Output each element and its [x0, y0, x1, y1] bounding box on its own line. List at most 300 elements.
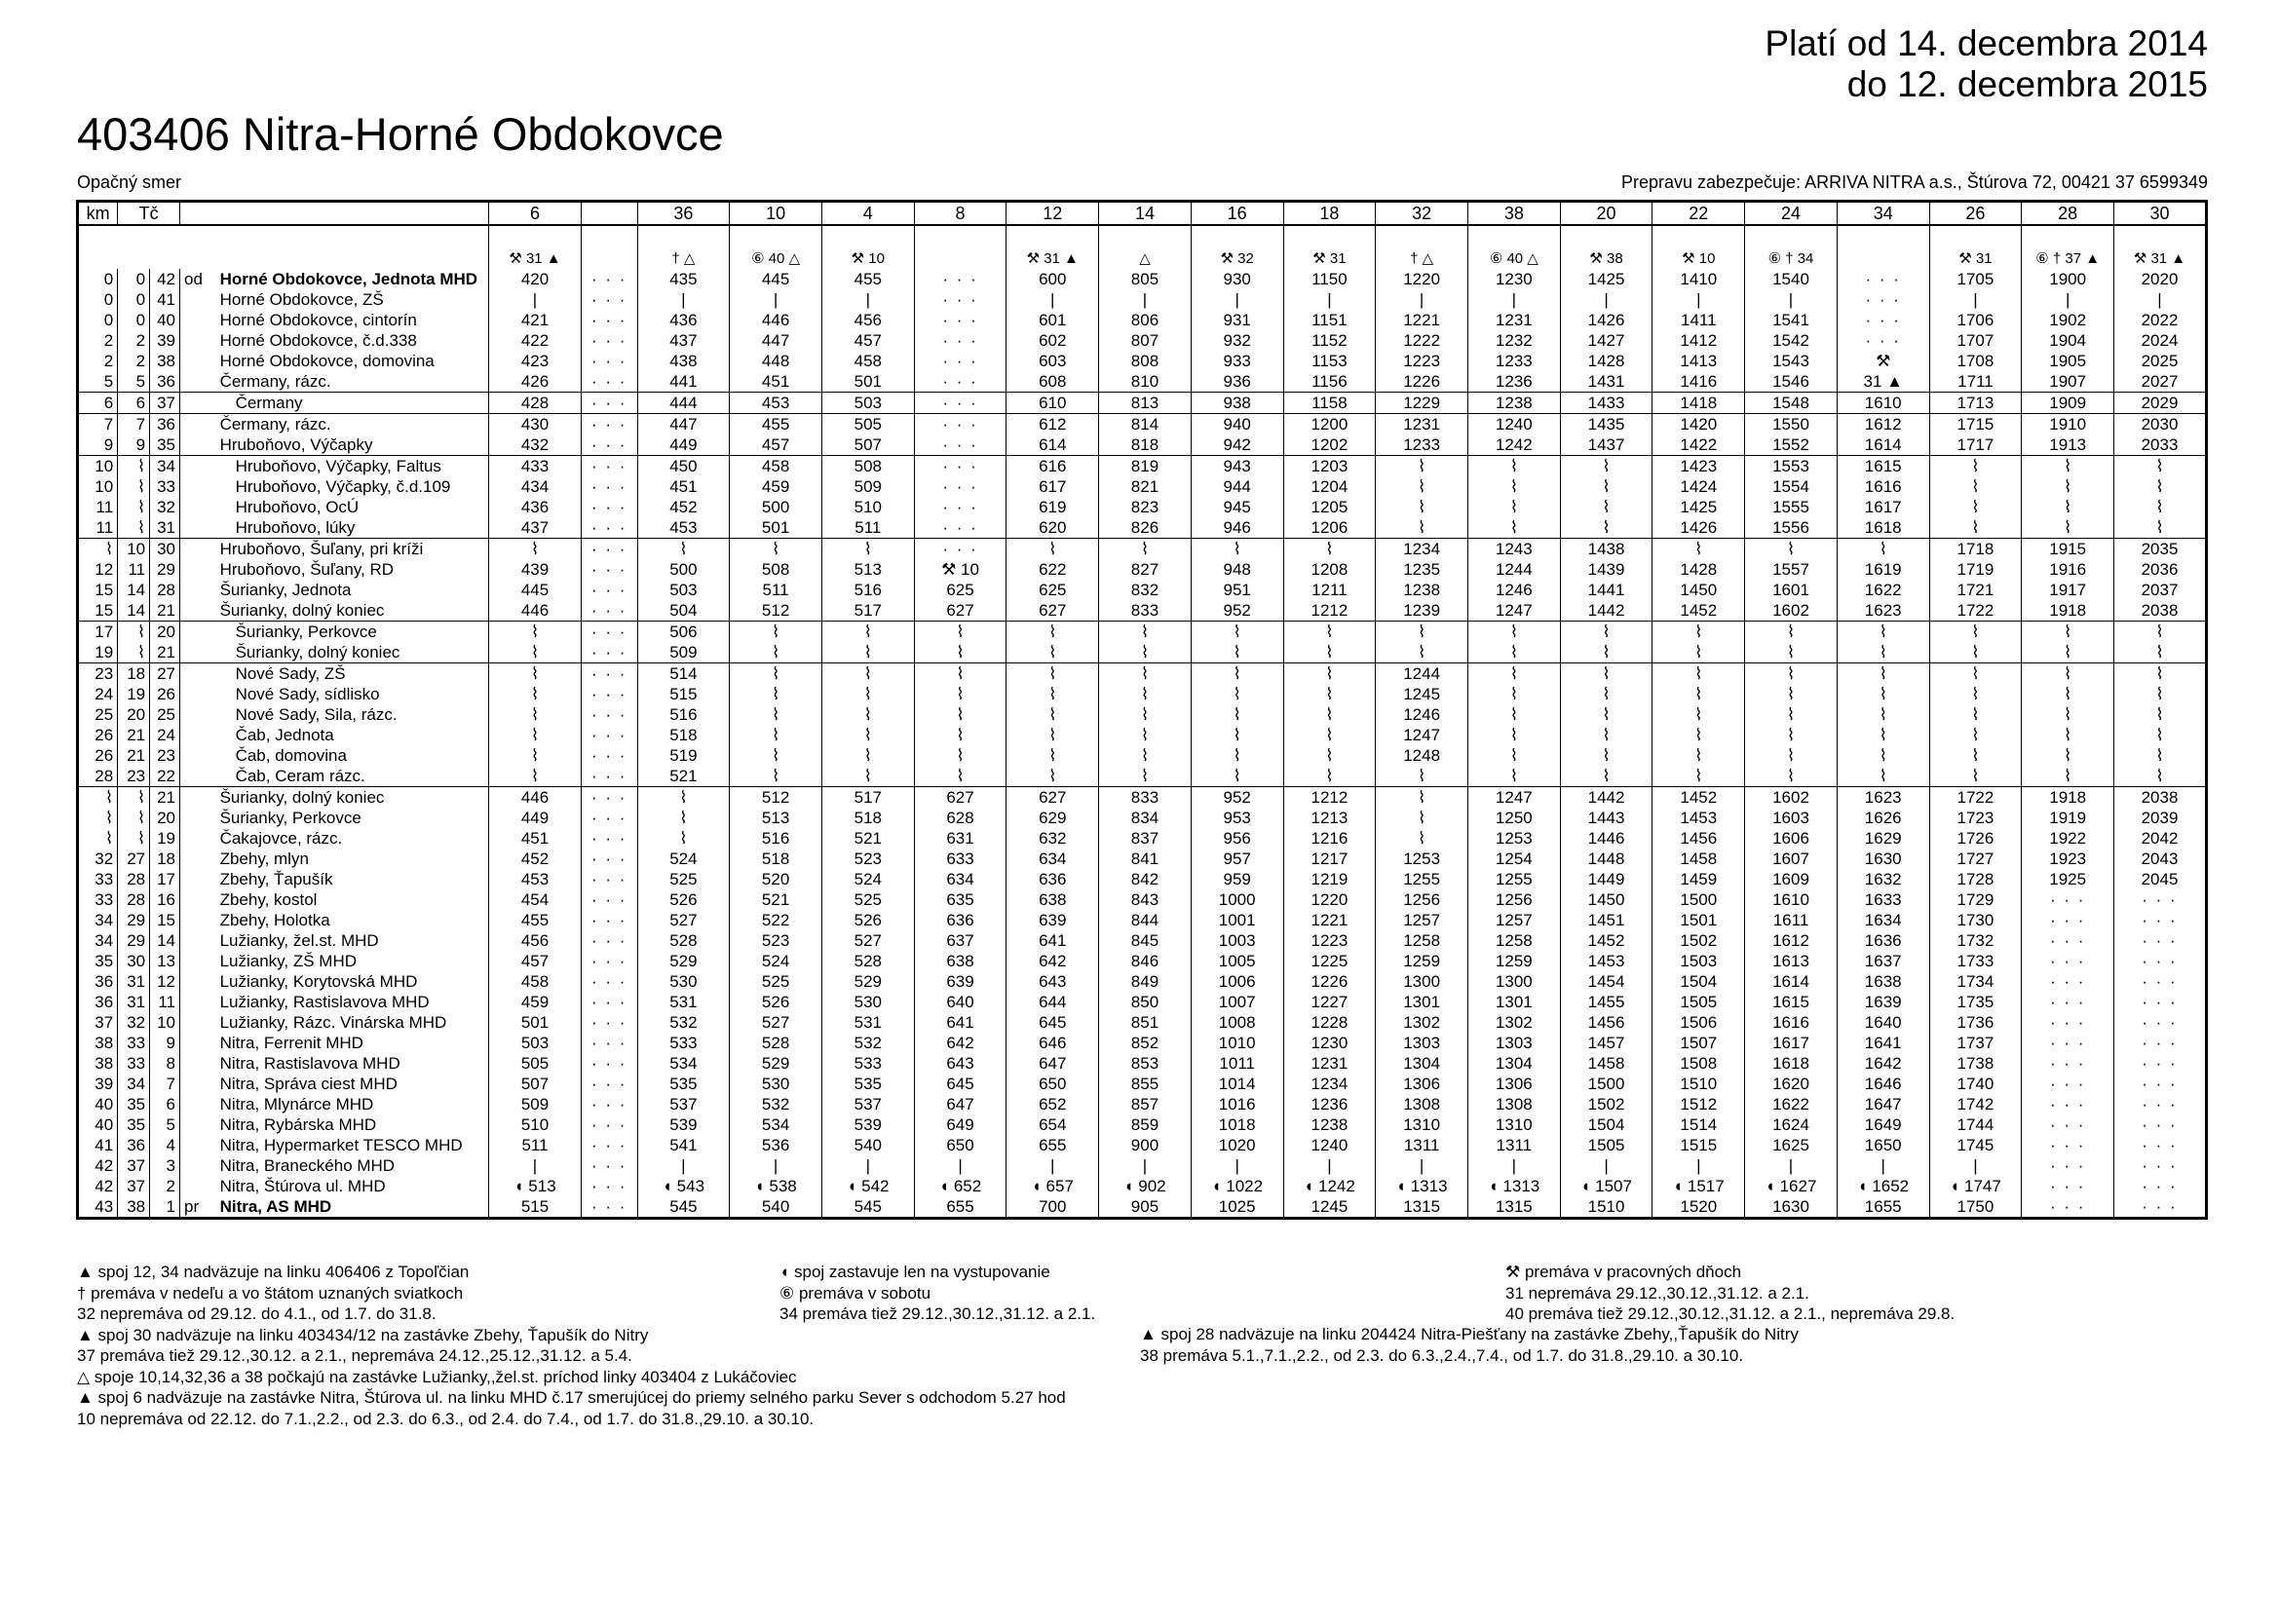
time-cell: 530 — [821, 992, 914, 1012]
time-cell: 511 — [489, 1135, 582, 1155]
time-cell: · · · — [581, 828, 637, 849]
time-cell: 515 — [489, 1196, 582, 1219]
time-cell: 528 — [821, 951, 914, 971]
od-pr-cell: od — [180, 269, 216, 289]
time-cell: ⌇ — [1929, 766, 2022, 787]
time-cell: 1247 — [1467, 600, 1560, 622]
time-cell: 818 — [1099, 434, 1192, 456]
legend-item: 37 premáva tiež 29.12.,30.12. a 2.1., nepremáva 24.12.,25.12.,31.12. a 5.4. — [77, 1346, 632, 1365]
time-cell: 1738 — [1929, 1053, 2022, 1074]
time-cell: 444 — [637, 393, 730, 414]
time-cell: 457 — [730, 434, 822, 456]
tc-cell: ⌇ — [118, 622, 150, 643]
table-row — [78, 1176, 2207, 1196]
time-cell: · · · — [2022, 1033, 2114, 1053]
time-cell: 636 — [914, 910, 1007, 930]
symbol-row-spacer — [78, 225, 489, 269]
legend-item: 34 premáva tiež 29.12.,30.12.,31.12. a 2.1. — [779, 1304, 1096, 1323]
tc-cell: 30 — [118, 951, 150, 971]
stop-index-cell: 27 — [150, 663, 180, 685]
time-cell: 1156 — [1283, 371, 1376, 393]
time-cell: 900 — [1099, 1135, 1192, 1155]
time-cell: 632 — [1007, 828, 1099, 849]
time-cell: 1504 — [1652, 971, 1745, 992]
time-cell: 1556 — [1745, 517, 1838, 539]
station-name: Hruboňovo, lúky — [235, 517, 356, 537]
time-cell: 447 — [637, 414, 730, 435]
time-cell: 448 — [730, 351, 822, 371]
time-cell: · · · — [914, 434, 1007, 456]
legend-item: 10 nepremáva od 22.12. do 7.1.,2.2., od 2.3. do 6.3., od 2.4. do 7.4., od 1.7. do 31.8.,29.10. a 30.10. — [77, 1409, 815, 1428]
station-name: Šurianky, Perkovce — [219, 808, 361, 827]
time-cell: 530 — [637, 971, 730, 992]
time-cell: 1308 — [1467, 1094, 1560, 1114]
time-cell: 1708 — [1929, 351, 2022, 371]
time-cell: 453 — [637, 517, 730, 539]
time-cell: ⌇ — [1007, 766, 1099, 787]
time-cell: 1229 — [1376, 393, 1468, 414]
time-cell: 500 — [730, 497, 822, 517]
tc-cell: 7 — [118, 414, 150, 435]
time-cell: ⌇ — [1560, 456, 1652, 477]
time-cell: · · · — [581, 930, 637, 951]
tc-cell: 29 — [118, 910, 150, 930]
time-cell: | — [489, 1155, 582, 1176]
legend-col-3 — [1505, 1262, 1955, 1325]
time-cell: · · · — [581, 1114, 637, 1135]
od-pr-cell — [180, 663, 216, 685]
od-pr-cell — [180, 539, 216, 560]
time-cell: 1453 — [1560, 951, 1652, 971]
time-cell: ⌇ — [1099, 745, 1192, 766]
time-cell: ⌇ — [2114, 745, 2207, 766]
time-cell: ⌇ — [489, 766, 582, 787]
stop-index-cell: 28 — [150, 580, 180, 600]
time-cell: 512 — [730, 787, 822, 809]
time-cell: · · · — [581, 371, 637, 393]
time-cell: 827 — [1099, 559, 1192, 580]
time-cell: 833 — [1099, 787, 1192, 809]
time-cell: ⌇ — [637, 787, 730, 809]
time-cell: · · · — [2022, 1094, 2114, 1114]
time-cell: 1226 — [1283, 971, 1376, 992]
station-name: Lužianky, žel.st. MHD — [219, 930, 379, 950]
od-pr-cell — [180, 351, 216, 371]
time-cell: 1634 — [1837, 910, 1929, 930]
table-row — [78, 971, 2207, 992]
time-cell: · · · — [2114, 889, 2207, 910]
time-cell: · · · — [2022, 889, 2114, 910]
km-cell: 10 — [78, 476, 118, 497]
time-cell: · · · — [581, 434, 637, 456]
time-cell: 1711 — [1929, 371, 2022, 393]
time-cell: 1428 — [1560, 351, 1652, 371]
time-cell: 430 — [489, 414, 582, 435]
time-cell: 642 — [914, 1033, 1007, 1053]
time-cell: 612 — [1007, 414, 1099, 435]
tc-cell: 2 — [118, 351, 150, 371]
legend-item: ⚒ premáva v pracovných dňoch — [1505, 1263, 1742, 1281]
km-cell: 2 — [78, 330, 118, 351]
time-cell: 441 — [637, 371, 730, 393]
time-cell: 1451 — [1560, 910, 1652, 930]
time-cell: 1437 — [1560, 434, 1652, 456]
time-cell: 1639 — [1837, 992, 1929, 1012]
time-cell: 1649 — [1837, 1114, 1929, 1135]
time-cell: 521 — [821, 828, 914, 849]
time-cell: 503 — [489, 1033, 582, 1053]
time-cell: | — [730, 1155, 822, 1176]
time-cell: 1016 — [1191, 1094, 1283, 1114]
station-name: Nitra, Rastislavova MHD — [219, 1053, 400, 1073]
time-cell: 1253 — [1467, 828, 1560, 849]
time-cell: 456 — [489, 930, 582, 951]
time-cell: 1922 — [2022, 828, 2114, 849]
time-cell: 1502 — [1652, 930, 1745, 951]
km-cell: ⌇ — [78, 828, 118, 849]
time-cell: ⌇ — [1652, 745, 1745, 766]
station-name: Horné Obdokovce, č.d.338 — [219, 330, 417, 350]
time-cell: 850 — [1099, 992, 1192, 1012]
time-cell: ⌇ — [1560, 725, 1652, 745]
time-cell: 1609 — [1745, 869, 1838, 889]
time-cell: 639 — [1007, 910, 1099, 930]
time-cell: ⌇ — [1283, 663, 1376, 685]
time-cell: 1620 — [1745, 1074, 1838, 1094]
time-cell: ⌇ — [1376, 622, 1468, 643]
time-cell: 1737 — [1929, 1033, 2022, 1053]
time-cell: 652 — [1007, 1094, 1099, 1114]
time-cell: ⌇ — [821, 725, 914, 745]
time-cell: 1603 — [1745, 808, 1838, 828]
trip-header: 22 — [1652, 202, 1745, 226]
km-cell: 41 — [78, 1135, 118, 1155]
table-row — [78, 351, 2207, 371]
legend-item: ⑥ premáva v sobotu — [779, 1283, 931, 1303]
time-cell: | — [821, 289, 914, 310]
table-row — [78, 580, 2207, 600]
time-cell: ⌇ — [914, 642, 1007, 663]
legend-item: ▲ spoj 28 nadväzuje na linku 204424 Nitra-Piešťany na zastávke Zbehy,,Ťapušík do Nitry — [1140, 1325, 1799, 1343]
time-cell: ⌇ — [1376, 456, 1468, 477]
od-pr-cell — [180, 1053, 216, 1074]
time-cell: 639 — [914, 971, 1007, 992]
time-cell: · · · — [2022, 1114, 2114, 1135]
time-cell: 1910 — [2022, 414, 2114, 435]
time-cell: 500 — [637, 559, 730, 580]
time-cell: 1629 — [1837, 828, 1929, 849]
time-cell: 1424 — [1652, 476, 1745, 497]
time-cell: 450 — [637, 456, 730, 477]
time-cell: 1510 — [1652, 1074, 1745, 1094]
time-cell: · · · — [581, 745, 637, 766]
time-cell: ⌇ — [1745, 663, 1838, 685]
od-pr-cell — [180, 766, 216, 787]
time-cell: · · · — [2114, 951, 2207, 971]
time-cell: 439 — [489, 559, 582, 580]
time-cell: ⌇ — [2022, 766, 2114, 787]
legend-col-4 — [1140, 1324, 1799, 1366]
time-cell: 601 — [1007, 310, 1099, 330]
time-cell: ⌇ — [730, 725, 822, 745]
time-cell: 1732 — [1929, 930, 2022, 951]
time-cell: · · · — [581, 559, 637, 580]
time-cell: 1904 — [2022, 330, 2114, 351]
time-cell: 1614 — [1745, 971, 1838, 992]
time-cell: 529 — [730, 1053, 822, 1074]
km-cell: 11 — [78, 517, 118, 539]
time-cell: ⌇ — [1929, 456, 2022, 477]
validity-from: Platí od 14. decembra 2014 — [1765, 23, 2208, 63]
time-cell: · · · — [2022, 910, 2114, 930]
time-cell: · · · — [2114, 1176, 2207, 1196]
table-row — [78, 930, 2207, 951]
time-cell: 2042 — [2114, 828, 2207, 849]
time-cell: ⌇ — [1560, 663, 1652, 685]
km-cell: 38 — [78, 1033, 118, 1053]
stop-index-cell: 41 — [150, 289, 180, 310]
time-cell: 545 — [821, 1196, 914, 1219]
time-cell: · · · — [581, 1074, 637, 1094]
time-cell: 1258 — [1376, 930, 1468, 951]
od-pr-cell — [180, 414, 216, 435]
time-cell: 1304 — [1376, 1053, 1468, 1074]
time-cell: 1010 — [1191, 1033, 1283, 1053]
time-cell: 532 — [821, 1033, 914, 1053]
km-cell: 34 — [78, 930, 118, 951]
time-cell: 645 — [1007, 1012, 1099, 1033]
time-cell: 956 — [1191, 828, 1283, 849]
time-cell: 1304 — [1467, 1053, 1560, 1074]
time-cell: 1458 — [1652, 849, 1745, 869]
time-cell: 1918 — [2022, 787, 2114, 809]
trip-header: 24 — [1745, 202, 1838, 226]
time-cell: ⌇ — [821, 663, 914, 685]
time-cell: 1212 — [1283, 600, 1376, 622]
time-cell: ⌇ — [730, 642, 822, 663]
stop-index-cell: 18 — [150, 849, 180, 869]
time-cell: 518 — [637, 725, 730, 745]
km-cell: 42 — [78, 1176, 118, 1196]
time-cell: ⌇ — [2022, 725, 2114, 745]
table-row — [78, 1033, 2207, 1053]
time-cell: 2022 — [2114, 310, 2207, 330]
stop-index-cell: 37 — [150, 393, 180, 414]
time-cell: · · · — [581, 580, 637, 600]
time-cell: | — [1376, 289, 1468, 310]
stop-index-cell: 25 — [150, 704, 180, 725]
time-cell: · · · — [2114, 1135, 2207, 1155]
time-cell: 645 — [914, 1074, 1007, 1094]
time-cell: ⌇ — [1467, 622, 1560, 643]
time-cell: · · · — [581, 971, 637, 992]
od-pr-cell — [180, 828, 216, 849]
time-cell: ⌇ — [2114, 704, 2207, 725]
km-cell: 6 — [78, 393, 118, 414]
time-cell: · · · — [914, 289, 1007, 310]
time-cell: 1443 — [1560, 808, 1652, 828]
time-cell: 1008 — [1191, 1012, 1283, 1033]
table-row — [78, 828, 2207, 849]
tc-cell: 23 — [118, 766, 150, 787]
time-cell: · · · — [2022, 1074, 2114, 1094]
time-cell: ⌇ — [489, 704, 582, 725]
time-cell: 528 — [730, 1033, 822, 1053]
tc-cell: 14 — [118, 600, 150, 622]
time-cell: 445 — [730, 269, 822, 289]
trip-header: 28 — [2022, 202, 2114, 226]
time-cell: 1238 — [1376, 580, 1468, 600]
time-cell: ⚒ 10 — [914, 559, 1007, 580]
time-cell: 634 — [1007, 849, 1099, 869]
km-cell: 38 — [78, 1053, 118, 1074]
time-cell: · · · — [914, 371, 1007, 393]
time-cell: 1230 — [1467, 269, 1560, 289]
time-cell: 1204 — [1283, 476, 1376, 497]
time-cell: ⌇ — [1099, 704, 1192, 725]
time-cell: 503 — [821, 393, 914, 414]
time-cell: 530 — [730, 1074, 822, 1094]
time-cell: 1259 — [1376, 951, 1468, 971]
time-cell: 638 — [1007, 889, 1099, 910]
tc-cell: 29 — [118, 930, 150, 951]
od-pr-cell — [180, 580, 216, 600]
trip-header: 16 — [1191, 202, 1283, 226]
time-cell: ⌇ — [914, 766, 1007, 787]
time-cell: ⌇ — [2022, 622, 2114, 643]
time-cell: ⌇ — [730, 745, 822, 766]
tc-cell: 11 — [118, 559, 150, 580]
time-cell: · · · — [581, 787, 637, 809]
trip-symbols: ⚒ 31 — [1929, 225, 2022, 269]
time-cell: 1740 — [1929, 1074, 2022, 1094]
tc-cell: 18 — [118, 663, 150, 685]
trip-symbol-row — [78, 225, 2207, 269]
time-cell: · · · — [914, 351, 1007, 371]
trip-symbols: ⚒ 10 — [1652, 225, 1745, 269]
table-row — [78, 414, 2207, 435]
time-cell: 628 — [914, 808, 1007, 828]
time-cell: ⌇ — [2114, 766, 2207, 787]
time-cell: ⌇ — [2022, 745, 2114, 766]
time-cell: ⌇ — [1007, 725, 1099, 745]
trip-symbols: ⚒ 38 — [1560, 225, 1652, 269]
time-cell: 1647 — [1837, 1094, 1929, 1114]
time-cell: 535 — [821, 1074, 914, 1094]
time-cell: 951 — [1191, 580, 1283, 600]
time-cell: 636 — [1007, 869, 1099, 889]
time-cell: ⌇ — [1745, 622, 1838, 643]
time-cell: 1152 — [1283, 330, 1376, 351]
time-cell: 1646 — [1837, 1074, 1929, 1094]
time-cell: 1151 — [1283, 310, 1376, 330]
time-cell: 1624 — [1745, 1114, 1838, 1135]
time-cell: 1705 — [1929, 269, 2022, 289]
time-cell: · · · — [581, 539, 637, 560]
table-row — [78, 889, 2207, 910]
time-cell: 1315 — [1467, 1196, 1560, 1219]
stop-index-cell: 32 — [150, 497, 180, 517]
time-cell: 516 — [821, 580, 914, 600]
time-cell: 1416 — [1652, 371, 1745, 393]
station-name: Čermany, rázc. — [219, 371, 331, 391]
time-cell: 1722 — [1929, 600, 2022, 622]
time-cell: 1915 — [2022, 539, 2114, 560]
time-cell: 1727 — [1929, 849, 2022, 869]
time-cell: 1153 — [1283, 351, 1376, 371]
time-cell: · · · — [581, 289, 637, 310]
time-cell: ◖ 1652 — [1837, 1176, 1929, 1196]
time-cell: 506 — [637, 622, 730, 643]
od-pr-cell — [180, 725, 216, 745]
tc-cell: 33 — [118, 1053, 150, 1074]
km-cell: 36 — [78, 971, 118, 992]
time-cell: 511 — [821, 517, 914, 539]
time-cell: 2024 — [2114, 330, 2207, 351]
time-cell: 1458 — [1560, 1053, 1652, 1074]
time-cell: | — [1652, 289, 1745, 310]
time-cell: · · · — [2022, 930, 2114, 951]
time-cell: ⌇ — [1837, 745, 1929, 766]
table-row — [78, 1053, 2207, 1074]
time-cell: 627 — [1007, 787, 1099, 809]
time-cell: 501 — [489, 1012, 582, 1033]
time-cell: 1418 — [1652, 393, 1745, 414]
time-cell: 540 — [730, 1196, 822, 1219]
time-cell: ⌇ — [1376, 828, 1468, 849]
time-cell: ⌇ — [2114, 497, 2207, 517]
time-cell: ⌇ — [1652, 725, 1745, 745]
time-cell: ⌇ — [730, 766, 822, 787]
stop-index-cell: 22 — [150, 766, 180, 787]
time-cell: 1610 — [1745, 889, 1838, 910]
time-cell: 457 — [821, 330, 914, 351]
tc-cell: 14 — [118, 580, 150, 600]
time-cell: | — [2022, 289, 2114, 310]
time-cell: ⌇ — [821, 766, 914, 787]
time-cell: 1459 — [1652, 869, 1745, 889]
time-cell: ⌇ — [821, 745, 914, 766]
time-cell: 1918 — [2022, 600, 2114, 622]
time-cell: 957 — [1191, 849, 1283, 869]
time-cell: 933 — [1191, 351, 1283, 371]
time-cell: ⌇ — [1929, 684, 2022, 704]
time-cell: 434 — [489, 476, 582, 497]
time-cell: · · · — [914, 476, 1007, 497]
time-cell: 518 — [730, 849, 822, 869]
time-cell: · · · — [914, 414, 1007, 435]
time-cell: ⌇ — [1837, 622, 1929, 643]
time-cell: 445 — [489, 580, 582, 600]
time-cell: 512 — [730, 600, 822, 622]
time-cell: · · · — [2022, 1155, 2114, 1176]
tc-cell: ⌇ — [118, 787, 150, 809]
time-cell: · · · — [581, 497, 637, 517]
time-cell: 1311 — [1467, 1135, 1560, 1155]
km-cell: ⌇ — [78, 539, 118, 560]
od-pr-cell — [180, 1094, 216, 1114]
time-cell: · · · — [2022, 951, 2114, 971]
time-cell: 646 — [1007, 1033, 1099, 1053]
od-pr-cell — [180, 1135, 216, 1155]
km-cell: 43 — [78, 1196, 118, 1219]
km-cell: 42 — [78, 1155, 118, 1176]
trip-symbols: ⚒ 32 — [1191, 225, 1283, 269]
time-cell: · · · — [581, 951, 637, 971]
time-cell: 855 — [1099, 1074, 1192, 1094]
time-cell: 1550 — [1745, 414, 1838, 435]
tc-cell: 32 — [118, 1012, 150, 1033]
